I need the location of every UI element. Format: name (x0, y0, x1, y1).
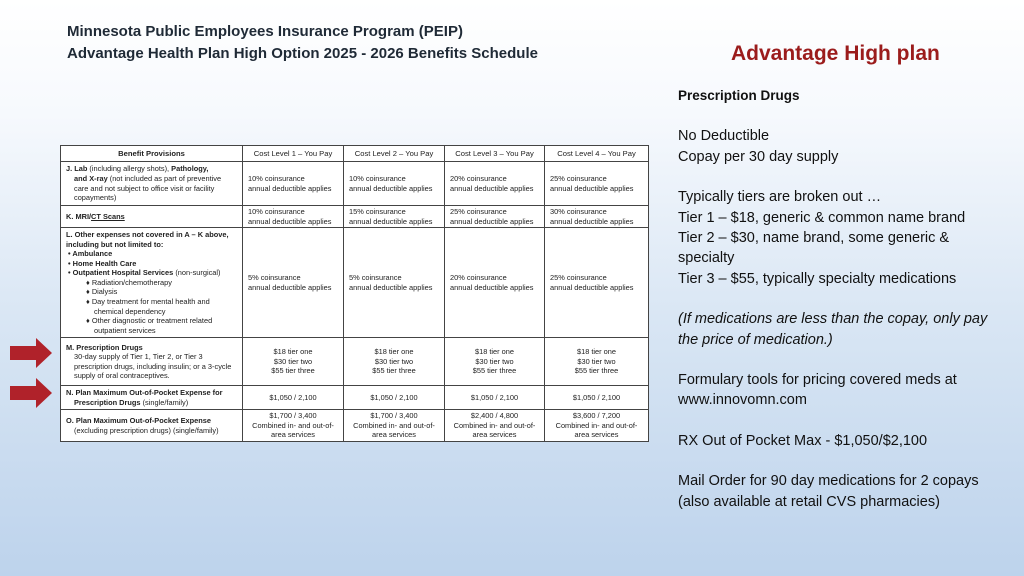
cost-cell (344, 338, 445, 386)
cost-cell (445, 338, 545, 386)
cell-text: annual deductible applies (248, 183, 332, 193)
cell-text: 30% coinsurance (550, 207, 607, 216)
cell-text: 10% coinsurance (248, 173, 305, 183)
cell-text: J. Lab (66, 164, 88, 174)
cost-cell (445, 228, 545, 338)
cost-cell (344, 228, 445, 338)
cell-text: annual deductible applies (450, 216, 534, 226)
cell-text: 10% coinsurance (349, 173, 406, 183)
cell-text: 25% coinsurance (550, 273, 607, 283)
cell-text: 5% coinsurance (349, 273, 402, 283)
plan-name: Advantage High plan (731, 42, 940, 65)
arrow-shape (10, 378, 52, 408)
cell-text: annual deductible applies (349, 216, 433, 226)
cost-cell (344, 162, 445, 206)
cell-text: annual deductible applies (248, 216, 332, 226)
table-header-row (61, 146, 649, 162)
cell-text: $2,400 / 4,800 (470, 411, 519, 421)
table-row-prescription-drugs (61, 338, 649, 386)
arrow-right-icon (10, 378, 52, 408)
cell-text: $55 tier three (372, 366, 416, 376)
header-benefit-provisions: Benefit Provisions (61, 146, 243, 162)
cell-text (66, 174, 237, 203)
cost-cell (445, 410, 545, 442)
cell-text: annual deductible applies (550, 183, 634, 193)
cell-text: Combined in- and out-of-area services (555, 420, 638, 440)
cell-text: Combined in- and out-of-area services (453, 420, 536, 440)
arrow-right-icon (10, 338, 52, 368)
cell-text: annual deductible applies (450, 282, 534, 292)
cell-text: $55 tier three (472, 366, 517, 376)
cell-text: 30-day supply of Tier 1, Tier 2, or Tier 3 prescription drugs, including insulin; or a 3-cycle supply of oral contraceptives. (74, 352, 232, 381)
title-line-1: Minnesota Public Employees Insurance Program (PEIP) (67, 23, 463, 40)
cell-text: (not included as part of preventive care and not subject to office visit or facility copayments) (74, 173, 222, 203)
header-cost-level-2: Cost Level 2 – You Pay (344, 146, 445, 162)
note-copay: Copay per 30 day supply (678, 148, 839, 165)
cell-text: 10% coinsurance (248, 207, 305, 216)
cell-text: outpatient services (94, 325, 156, 335)
provision-other-expenses (61, 228, 243, 338)
cell-text: $18 tier one (273, 347, 313, 357)
cell-text: annual deductible applies (550, 216, 634, 226)
cell-text: $18 tier one (576, 347, 617, 357)
cell-text: $30 tier two (273, 356, 313, 366)
section-heading: Prescription Drugs (678, 88, 800, 103)
header-cost-level-3: Cost Level 3 – You Pay (445, 146, 545, 162)
provision-mri (61, 206, 243, 228)
cell-text: • Outpatient Hospital Services (68, 268, 174, 278)
cost-cell (545, 162, 649, 206)
cell-text: 25% coinsurance (450, 207, 507, 216)
cell-text: Combined in- and out-of-area services (353, 420, 435, 440)
cell-text: (non-surgical) (173, 268, 221, 278)
cell-text: 25% coinsurance (550, 173, 607, 183)
cell-text (66, 268, 237, 278)
page-title (67, 21, 538, 65)
cell-text (66, 398, 237, 408)
cost-cell: $1,050 / 2,100 (545, 386, 649, 410)
header-cost-level-4: Cost Level 4 – You Pay (545, 146, 649, 162)
provision-prescription-drugs (61, 338, 243, 386)
cost-cell (545, 206, 649, 228)
cost-cell (545, 338, 649, 386)
prescription-drug-notes (678, 86, 998, 512)
cell-text: $18 tier one (374, 347, 414, 357)
cell-text: • Ambulance (68, 249, 113, 259)
cost-cell (243, 338, 344, 386)
provision-plan-oop-max (61, 410, 243, 442)
cost-cell: $1,050 / 2,100 (445, 386, 545, 410)
cell-text: $18 tier one (474, 347, 515, 357)
cell-text: 20% coinsurance (450, 173, 507, 183)
note-mail-order: Mail Order for 90 day medications for 2 copays (also available at retail CVS pharmacies) (678, 473, 979, 510)
cell-text: $55 tier three (574, 366, 619, 376)
cell-text: • Home Health Care (68, 258, 137, 268)
cost-cell (545, 410, 649, 442)
cost-cell (545, 228, 649, 338)
cell-text: K. MRI/ (66, 211, 92, 221)
cell-text: $30 tier two (577, 356, 616, 366)
cell-text: annual deductible applies (349, 183, 433, 193)
cell-text: $1,700 / 3,400 (370, 411, 418, 421)
table-row-lab (61, 162, 649, 206)
arrow-shape (10, 338, 52, 368)
note-copay-exception: (If medications are less than the copay, only pay the price of medication.) (678, 311, 988, 348)
cell-text: chemical dependency (94, 306, 166, 316)
cost-cell (344, 410, 445, 442)
cell-text: ♦ Other diagnostic or treatment related (86, 316, 213, 326)
cell-text: 15% coinsurance (349, 207, 406, 216)
cell-text: annual deductible applies (248, 282, 332, 292)
cost-cell (344, 206, 445, 228)
benefits-table (60, 145, 649, 442)
cell-text: L. Other expenses not covered in A – K above, including but not limited to: (66, 229, 229, 249)
note-tier-2: Tier 2 – $30, name brand, some generic & specialty (678, 230, 950, 267)
cell-text: and X-ray (74, 173, 108, 183)
cell-text: (excluding prescription drugs) (single/family) (74, 425, 219, 435)
cost-cell: $1,050 / 2,100 (344, 386, 445, 410)
cost-cell (445, 206, 545, 228)
cell-text: 20% coinsurance (450, 273, 507, 283)
cell-text: (single/family) (140, 397, 189, 407)
cell-text: CT Scans (91, 211, 125, 221)
provision-rx-oop-max (61, 386, 243, 410)
cell-text: annual deductible applies (450, 183, 534, 193)
cell-text: O. Plan Maximum Out-of-Pocket Expense (66, 415, 211, 425)
cell-text: $3,600 / 7,200 (572, 411, 621, 421)
cell-text: ♦ Dialysis (86, 287, 118, 297)
cell-text: Prescription Drugs (74, 397, 141, 407)
cell-text: Combined in- and out-of-area services (252, 420, 334, 440)
table-row-mri (61, 206, 649, 228)
cost-cell (243, 162, 344, 206)
note-formulary: Formulary tools for pricing covered meds at www.innovomn.com (678, 372, 957, 409)
note-tier-3: Tier 3 – $55, typically specialty medications (678, 270, 957, 287)
cell-text: M. Prescription Drugs (66, 342, 143, 352)
title-line-2: Advantage Health Plan High Option 2025 - 2026 Benefits Schedule (67, 45, 538, 62)
note-tiers-intro: Typically tiers are broken out … (678, 189, 882, 206)
cost-cell: $1,050 / 2,100 (243, 386, 344, 410)
table-row-rx-oop-max (61, 386, 649, 410)
cell-text: $30 tier two (374, 356, 414, 366)
cell-text: annual deductible applies (550, 282, 634, 292)
cell-text: (including allergy shots), (87, 164, 172, 174)
cell-text: $1,700 / 3,400 (269, 411, 317, 421)
cell-text: ♦ Day treatment for mental health and (86, 297, 210, 307)
cost-cell (243, 228, 344, 338)
cell-text: ♦ Radiation/chemotherapy (86, 277, 172, 287)
cell-text: annual deductible applies (349, 282, 433, 292)
cell-text: $55 tier three (271, 366, 315, 376)
cell-text: N. Plan Maximum Out-of-Pocket Expense for (66, 388, 223, 398)
table-row-plan-oop-max (61, 410, 649, 442)
provision-lab (61, 162, 243, 206)
cost-cell (445, 162, 545, 206)
note-tier-1: Tier 1 – $18, generic & common name brand (678, 209, 966, 226)
cost-cell (243, 410, 344, 442)
cell-text: 5% coinsurance (248, 273, 301, 283)
note-oop-max: RX Out of Pocket Max - $1,050/$2,100 (678, 432, 928, 449)
header-cost-level-1: Cost Level 1 – You Pay (243, 146, 344, 162)
cell-text: $30 tier two (475, 356, 514, 366)
cell-text: Pathology, (171, 164, 209, 174)
cost-cell (243, 206, 344, 228)
table-row-other-expenses (61, 228, 649, 338)
note-no-deductible: No Deductible (678, 128, 770, 145)
